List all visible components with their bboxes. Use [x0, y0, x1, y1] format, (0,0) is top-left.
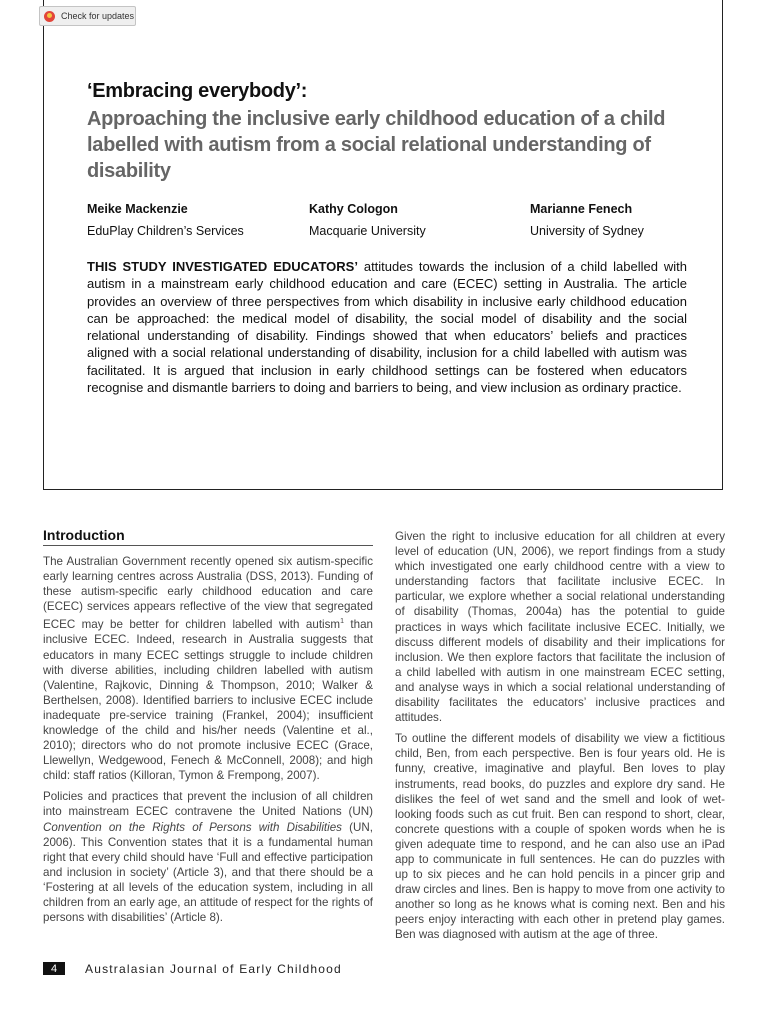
- page-number: 4: [43, 962, 65, 975]
- abstract: [87, 258, 687, 396]
- paragraph: To outline the different models of disability we view a fictitious child, Ben, from each perspective. Ben is four years old. He is funny, creative, imaginative and playful. Ben loves to play instruments, read books, do puzzles and explore dry sand. He dislikes the feel of wet sand and the smell and look of wet-looking foods such as cut fruit. Ben can respond to short, clear, concrete questions with a couple of spoken words when he is given adequate time to respond, and he can also use an iPad app to communicate in full sentences. He can do puzzles with up to six pieces and he can hold pencils in a pincer grip and draw circles and lines. Ben is happy to move from one activity to another so long as he knows what is coming next. Ben and his peers enjoy interacting with each other in pretend play games. Ben was diagnosed with autism at the age of three.: [395, 732, 725, 942]
- article-title-line1: ‘Embracing everybody’:: [87, 80, 308, 102]
- paragraph: [43, 554, 373, 783]
- author-block: [530, 202, 644, 238]
- abstract-lead: THIS STUDY INVESTIGATED EDUCATORS’: [87, 259, 358, 274]
- section-heading: Introduction: [43, 528, 373, 546]
- title-box: [43, 0, 723, 490]
- author-name: Meike Mackenzie: [87, 202, 188, 216]
- footnote-marker: 1: [340, 618, 344, 626]
- author-affiliation: EduPlay Children’s Services: [87, 224, 244, 238]
- paragraph-text: Policies and practices that prevent the inclusion of all children into mainstream ECEC contravene the United Nations (UN): [43, 790, 373, 819]
- author-name: Marianne Fenech: [530, 202, 633, 216]
- author-name: Kathy Cologon: [309, 202, 398, 216]
- author-block: [87, 202, 244, 238]
- paragraph: Given the right to inclusive education for all children at every level of education (UN, 2006), we report findings from a study which investigated one early childhood centre with a view to understanding factors that facilitate inclusive ECEC. In particular, we explore whether a social relational understanding of disability (Thomas, 2004a) has the potential to guide practices in ways which facilitate inclusive ECEC. Initially, we discuss different models of disability and their implications for inclusion. We then explore factors that facilitate the inclusion of a child labelled with autism in one mainstream ECEC setting, and analyse ways in which a social relational understanding of disability facilitates the educators’ inclusive practices and attitudes.: [395, 530, 725, 725]
- right-column: [395, 529, 725, 949]
- paragraph: [43, 789, 373, 925]
- author-list: [87, 202, 687, 242]
- paragraph-text: The Australian Government recently opened six autism-specific early learning centres across Australia (DSS, 2013). Funding of these autism-specific early childhood education and care (ECEC) services appears reflective of the view that segregated ECEC may be better for children labelled with autism: [43, 555, 373, 632]
- crossmark-icon: [44, 11, 55, 22]
- page-footer: [43, 961, 342, 976]
- author-affiliation: University of Sydney: [530, 224, 644, 238]
- journal-name: Australasian Journal of Early Childhood: [85, 961, 342, 976]
- convention-title: Convention on the Rights of Persons with Disabilities: [43, 820, 342, 834]
- left-column: [43, 528, 373, 931]
- check-for-updates-button[interactable]: [39, 6, 136, 26]
- paragraph-text: than inclusive ECEC. Indeed, research in Australia suggests that educators in many ECEC settings struggle to include children with diverse abilities, including children labelled with autism (Valentine, Rajkovic, Dinning & Thompson, 2010; Walker & Berthelsen, 2008). Identified barriers to inclusive ECEC include inadequate pre-service training (Frankel, 2004); insufficient knowledge of the child and his/her needs (Valentine et al., 2010); directors who do not promote inclusive ECEC (Grace, Llewellyn, Wedgewood, Fenech & McConnell, 2008); and high child: staff ratios (Killoran, Tymon & Frempong, 2007).: [43, 618, 373, 783]
- abstract-body: attitudes towards the inclusion of a child labelled with autism in a mainstream early childhood education and care (ECEC) setting in Australia. The article provides an overview of three perspectives from which disability in inclusive early childhood education can be approached: the medical model of disability, the social model of disability and the social relational understanding of disability. Findings showed that when educators’ beliefs and practices aligned with a social relational understanding of disability, inclusion for a child labelled with autism was facilitated. It is argued that inclusion in early childhood settings can be fostered when educators recognise and dismantle barriers to doing and barriers to being, and view inclusion as ordinary practice.: [87, 259, 687, 396]
- check-for-updates-label: Check for updates: [61, 11, 135, 21]
- author-block: [309, 202, 426, 238]
- article-subtitle: Approaching the inclusive early childhood education of a child labelled with autism from a social relational understanding of disability: [87, 108, 666, 182]
- paragraph-text: (UN, 2006). This Convention states that it is a fundamental human right that every child should have ‘Full and effective participation and inclusion in society’ (Article 3), and that there should be a ‘Fostering at all levels of the education system, including in all children from an early age, an attitude of respect for the rights of persons with disabilities’ (Article 8).: [43, 820, 373, 925]
- author-affiliation: Macquarie University: [309, 224, 426, 238]
